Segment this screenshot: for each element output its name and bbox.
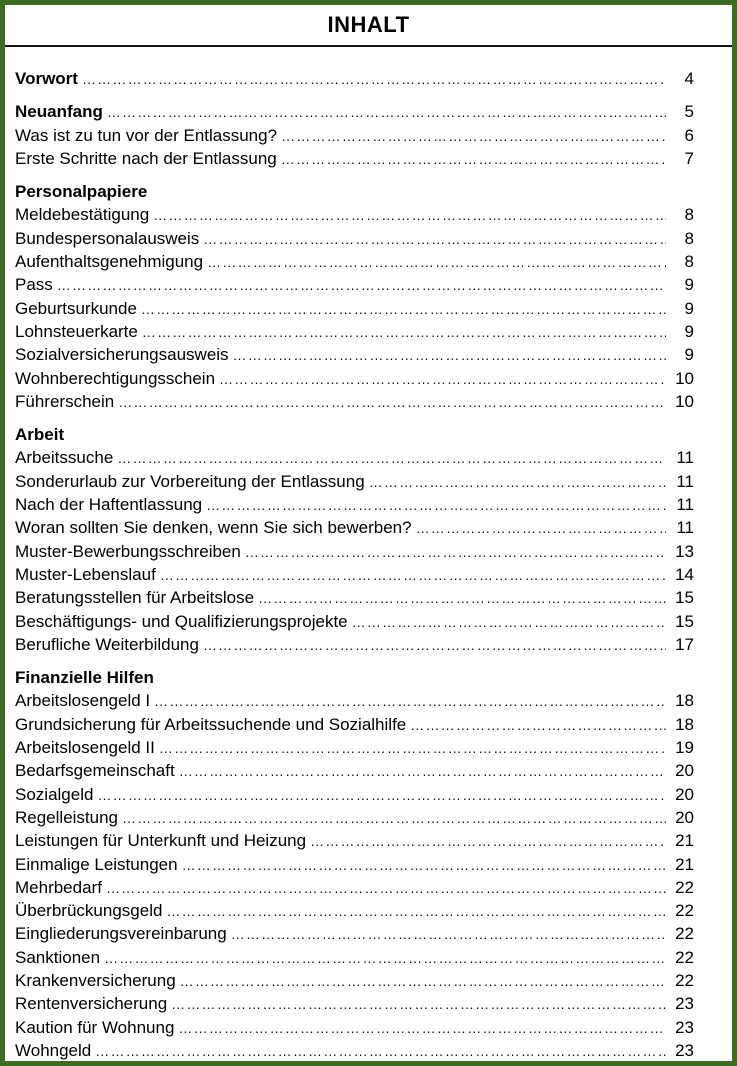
toc-section: [15, 180, 694, 413]
toc-entry[interactable]: [15, 713, 694, 736]
dot-leader: [95, 1040, 666, 1063]
toc-entry[interactable]: [15, 124, 694, 147]
dot-leader: [369, 471, 666, 494]
page-number: 11: [676, 471, 694, 491]
toc-entry-label: Beratungsstellen für Arbeitslose: [15, 588, 255, 608]
toc-section: [15, 423, 694, 656]
page-number: 7: [684, 148, 694, 168]
page-number: 23: [675, 1017, 694, 1037]
toc-entry-label: Nach der Haftentlassung: [15, 495, 203, 515]
page-number: 10: [675, 368, 694, 388]
dot-leader: [203, 228, 666, 251]
page-number: 11: [676, 448, 694, 468]
toc-entry[interactable]: [15, 969, 694, 992]
dot-leader: [206, 494, 666, 517]
dot-leader: [153, 204, 666, 227]
dot-leader: [97, 784, 666, 807]
section-heading[interactable]: [15, 666, 694, 689]
page-number: 22: [675, 947, 694, 967]
page-number: 9: [684, 345, 694, 365]
dot-leader: [117, 447, 666, 470]
toc-entry-label: Arbeitssuche: [15, 448, 114, 468]
toc-entry-label: Grundsicherung für Arbeitssuchende und Sozialhilfe: [15, 714, 407, 734]
dot-leader: [171, 993, 666, 1016]
toc-entry[interactable]: [15, 736, 694, 759]
toc-entry-label: Bundespersonalausweis: [15, 228, 200, 248]
toc-entry-label: Wohngeld: [15, 1040, 92, 1060]
toc-entry-label: Arbeitslosengeld II: [15, 738, 155, 758]
toc-entry-label: Pass: [15, 275, 53, 295]
page-number: 8: [684, 205, 694, 225]
dot-leader: [57, 274, 666, 297]
page-number: 15: [675, 611, 694, 631]
toc-entry-label: Aufenthaltsgenehmigung: [15, 252, 204, 272]
page-number: 22: [675, 924, 694, 944]
dot-leader: [203, 634, 666, 657]
toc-entry-label: Führerschein: [15, 391, 115, 411]
toc-entry-label: Geburtsurkunde: [15, 298, 137, 318]
toc-entry-label: Was ist zu tun vor der Entlassung?: [15, 125, 278, 145]
toc-entry[interactable]: [15, 493, 694, 516]
toc-entry-label: Muster-Lebenslauf: [15, 564, 156, 584]
toc-entry[interactable]: [15, 610, 694, 633]
page-number: 15: [675, 588, 694, 608]
toc-entry-label: Arbeitslosengeld I: [15, 691, 151, 711]
toc-entry[interactable]: [15, 470, 694, 493]
section-heading-label: Vorwort: [15, 69, 78, 88]
page-number: 8: [684, 252, 694, 272]
toc-entry[interactable]: [15, 390, 694, 413]
toc-entry-label: Rentenversicherung: [15, 994, 168, 1014]
dot-leader: [219, 368, 666, 391]
dot-leader: [82, 68, 666, 91]
page-number: 17: [675, 634, 694, 654]
toc-entry[interactable]: [15, 899, 694, 922]
page-number: 14: [675, 564, 694, 584]
section-heading[interactable]: [15, 180, 694, 203]
dot-leader: [160, 564, 666, 587]
page-number: 5: [684, 102, 694, 122]
section-heading[interactable]: [15, 67, 694, 90]
toc-entry[interactable]: [15, 540, 694, 563]
toc-entry-label: Bedarfsgemeinschaft: [15, 761, 175, 781]
toc-entry-label: Lohnsteuerkarte: [15, 321, 138, 341]
toc-entry[interactable]: [15, 806, 694, 829]
toc-entry[interactable]: [15, 227, 694, 250]
page-number: 18: [675, 714, 694, 734]
dot-leader: [159, 737, 666, 760]
page-number: 22: [675, 901, 694, 921]
toc-entry[interactable]: [15, 876, 694, 899]
toc-entry-label: Beschäftigungs- und Qualifizierungsprojekte: [15, 611, 348, 631]
toc-entry[interactable]: [15, 586, 694, 609]
toc-entry[interactable]: [15, 297, 694, 320]
toc-entry-label: Regelleistung: [15, 807, 119, 827]
dot-leader: [142, 321, 666, 344]
dot-leader: [106, 877, 666, 900]
dot-leader: [154, 690, 666, 713]
page-number: 10: [675, 391, 694, 411]
toc-entry-label: Sozialgeld: [15, 784, 94, 804]
toc-entry[interactable]: [15, 367, 694, 390]
dot-leader: [141, 298, 666, 321]
dot-leader: [352, 611, 666, 634]
dot-leader: [118, 391, 666, 414]
table-of-contents: [5, 47, 732, 1062]
dot-leader: [231, 923, 666, 946]
toc-entry-label: Kaution für Wohnung: [15, 1017, 175, 1037]
section-heading[interactable]: [15, 423, 694, 446]
toc-entry-label: Leistungen für Unterkunft und Heizung: [15, 831, 307, 851]
toc-section: [15, 666, 694, 1062]
toc-entry[interactable]: [15, 829, 694, 852]
section-heading-label: Arbeit: [15, 425, 65, 445]
dot-leader: [179, 760, 666, 783]
toc-entry-label: Sozialversicherungsausweis: [15, 345, 229, 365]
toc-entry[interactable]: [15, 273, 694, 296]
page-number: 23: [675, 994, 694, 1014]
dot-leader: [310, 830, 666, 853]
toc-entry[interactable]: [15, 946, 694, 969]
toc-entry[interactable]: [15, 1016, 694, 1039]
page-number: 13: [675, 541, 694, 561]
toc-entry-label: Sanktionen: [15, 947, 101, 967]
page-number: 6: [684, 125, 694, 145]
page-number: 21: [675, 854, 694, 874]
dot-leader: [122, 807, 666, 830]
toc-entry[interactable]: [15, 689, 694, 712]
page-number: 22: [675, 877, 694, 897]
page-number: 4: [684, 69, 694, 88]
toc-entry-label: Eingliederungsvereinbarung: [15, 924, 227, 944]
page-number: 20: [675, 807, 694, 827]
toc-entry[interactable]: [15, 633, 694, 656]
page-number: 11: [676, 495, 694, 515]
toc-section: [15, 67, 694, 90]
toc-entry[interactable]: [15, 516, 694, 539]
page-number: 18: [675, 691, 694, 711]
dot-leader: [281, 125, 666, 148]
toc-entry[interactable]: [15, 922, 694, 945]
dot-leader: [107, 101, 666, 124]
toc-entry-label: Meldebestätigung: [15, 205, 150, 225]
section-heading-label: Neuanfang: [15, 102, 103, 122]
page-number: 11: [676, 518, 694, 538]
section-heading[interactable]: [15, 100, 694, 123]
dot-leader: [258, 587, 666, 610]
dot-leader: [207, 251, 666, 274]
toc-entry-label: Krankenversicherung: [15, 970, 176, 990]
toc-entry-label: Erste Schritte nach der Entlassung: [15, 148, 277, 168]
toc-entry[interactable]: [15, 446, 694, 469]
toc-entry[interactable]: [15, 203, 694, 226]
dot-leader: [182, 854, 666, 877]
page-number: 9: [684, 298, 694, 318]
toc-entry-label: Muster-Bewerbungsschreiben: [15, 541, 241, 561]
dot-leader: [416, 517, 666, 540]
dot-leader: [245, 541, 666, 564]
toc-entry-label: Woran sollten Sie denken, wenn Sie sich bewerben?: [15, 518, 412, 538]
page-number: 9: [684, 321, 694, 341]
toc-entry[interactable]: [15, 783, 694, 806]
page-number: 20: [675, 784, 694, 804]
toc-entry[interactable]: [15, 1039, 694, 1062]
toc-entry-label: Überbrückungsgeld: [15, 901, 163, 921]
toc-entry-label: Wohnberechtigungsschein: [15, 368, 216, 388]
dot-leader: [281, 148, 666, 171]
page-number: 8: [684, 228, 694, 248]
page-number: 19: [675, 738, 694, 758]
title-bar: [5, 5, 732, 47]
toc-entry[interactable]: [15, 147, 694, 170]
toc-entry[interactable]: [15, 343, 694, 366]
page-number: 9: [684, 275, 694, 295]
dot-leader: [178, 1017, 666, 1040]
toc-entry[interactable]: [15, 563, 694, 586]
section-heading-label: Finanzielle Hilfen: [15, 668, 154, 688]
dot-leader: [104, 947, 666, 970]
page-number: 21: [675, 831, 694, 851]
toc-entry-label: Mehrbedarf: [15, 877, 102, 897]
page-number: 20: [675, 761, 694, 781]
toc-entry[interactable]: [15, 320, 694, 343]
section-heading-label: Personalpapiere: [15, 182, 148, 202]
toc-entry[interactable]: [15, 853, 694, 876]
toc-entry[interactable]: [15, 250, 694, 273]
page-number: 22: [675, 970, 694, 990]
page-title: INHALT: [327, 12, 410, 37]
toc-section: [15, 100, 694, 170]
toc-entry-label: Einmalige Leistungen: [15, 854, 178, 874]
dot-leader: [166, 900, 666, 923]
dot-leader: [410, 714, 666, 737]
toc-entry[interactable]: [15, 759, 694, 782]
toc-entry-label: Sonderurlaub zur Vorbereitung der Entlassung: [15, 471, 365, 491]
toc-entry[interactable]: [15, 992, 694, 1015]
toc-entry-label: Berufliche Weiterbildung: [15, 634, 199, 654]
page-number: 23: [675, 1040, 694, 1060]
dot-leader: [233, 344, 666, 367]
dot-leader: [180, 970, 666, 993]
